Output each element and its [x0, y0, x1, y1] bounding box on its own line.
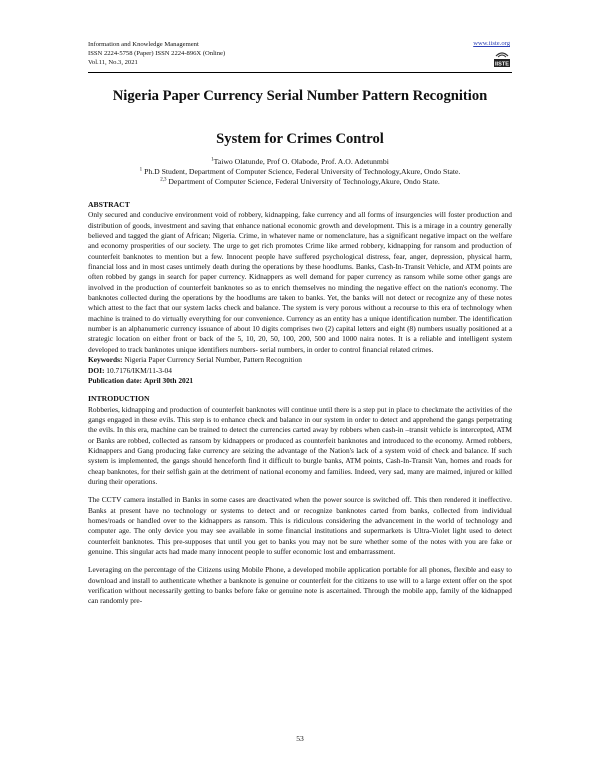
- keywords-line: Keywords: Nigeria Paper Currency Serial Number, Pattern Recognition: [88, 355, 303, 365]
- affiliation-2: $^{2,3}$ Department of Computer Science, Federal University of Technology,Akure, Ondo State.: [160, 177, 440, 186]
- abstract-text: Only secured and conducive environment void of robbery, kidnapping, fake currency and all forms of insurgencies will foster production and distribution of goods, investment and saving that enhance national economic growth and development. This is a mirage in a country generally believed and tagged the giant of African; Nigeria. Crime, in whatever name or nomenclature, has a significant negative impact on the welfare and economy prosperities of our society. The urge to get rich promotes Crime like armed robbery, kidnapping for ransom and production of counterfeit banknotes to mention but a few. Innocent people have suffered psychological distress, fear, anger, depression, physical harm, financial loss and in most cases untimely death during the operations by these hoodlums. Banks, Cash-In-Transit Vehicle, and ATM points are often robbed by gangs in search for paper currency. Kidnappers as well demand for paper currency as ransom while some other gangs are involved in the production of counterfeit banknotes so as to enrich themselves no minding the negative effect on the nation's economy. The banknotes collected during the operations by the hoodlums are taken to banks. Yet, the banks will not detect or recognize any of these notes which attest to the fact that our system lacks check and balance. The system is very porous without a recourse to this era of technology when machine is trained to do virtually everything for our convenience. Currency as an entity has a unique identification number. The identification number is an alphanumeric currency issuance of about 10 digits comprises two (2) capital letters and eight (8) numbers usually positioned at a strategic location on either front or back of the 5, 10, 20, 50, 100, 200, 500 and 1000 naira notes. It is a reliable and intelligent system developed to track banknotes unique identifiers numbers- serial numbers, in order to control financial related crimes.: [88, 210, 512, 354]
- journal-name: Information and Knowledge Management: [88, 41, 199, 48]
- paper-title: [88, 82, 512, 154]
- intro-paragraph-1: Robberies, kidnapping and production of counterfeit banknotes will continue until there is a step put in place to checkmate the activities of the gangs engaged in these evils. This step is to enhance check and balance in our system in order to detect and apprehend the gangs perpetrating the evils. In this era, machine can be trained to detect the currencies carted away by robbers when cash-in –transit vehicle is intercepted, ATM or Banks are robbed, collected as ransom by kidnappers or produced as counterfeit banknotes and introduced to the economy. Armed robbers, Kidnappers and Gang producing fake currency are seizing the advantage of the Nation's lack of a system void of check and balance. If such system is implemented, the gangs should henceforth find it difficult to burgle banks, ATM points, Cash-In-Transit Van, homes and roads for cheap banknotes, for their selfish gain at the detriment of national economy and families. Indeed, very sad, many are maimed, injured or killed during their operations.: [88, 404, 512, 486]
- intro-paragraph-3: Leveraging on the percentage of the Citizens using Mobile Phone, a developed mobile application portable for all phones, flexible and easy to download and install to authenticate whether a banknote is genuine or counterfeit for the citizens to use will to a large extent offer on the spot verification without necessarily getting to banks before fake or genuine note is ascertained. Through the mobile app, family of the kidnapped can randomly pre-: [88, 565, 512, 606]
- header-rule: [88, 72, 512, 73]
- page-number: 53: [296, 734, 304, 743]
- title-line-1: Nigeria Paper Currency Serial Number Pattern Recognition: [112, 88, 488, 104]
- journal-header: [88, 40, 388, 68]
- introduction-heading: INTRODUCTION: [88, 394, 150, 404]
- author-block: [88, 157, 512, 187]
- intro-paragraph-2: The CCTV camera installed in Banks in some cases are deactivated when the power source is switched off. This then rendered it ineffective. Banks at present have no technology or systems to detect and or recognize banknotes carted from banks, collected from individual homes/roads or handled over to the kidnappers as ransom. This is ridiculous considering the advancement in the world of technology and computer age. The only device you may see available in some financial institutions and supermarkets is Ultra-Violet light used to detect counterfeit banknotes. This pre-supposes that until you get to banks you may not be sure whether some of the notes with you are fake or genuine. This singular acts had made many innocent people to suffer economic lost and embarrassment.: [88, 495, 512, 556]
- svg-text:IISTE: IISTE: [495, 61, 509, 68]
- abstract-heading: ABSTRACT: [88, 200, 130, 209]
- iiste-logo-icon: [493, 51, 511, 68]
- title-line-2: System for Crimes Control: [216, 131, 384, 147]
- publication-date-line: Publication date: April 30th 2021: [88, 375, 194, 385]
- author-names: $^1$Taiwo Olatunde, Prof O. Olabode, Prof. A.O. Adetunmbi: [211, 157, 389, 166]
- volume-line: Vol.11, No.3, 2021: [88, 59, 138, 67]
- paper-body: [88, 200, 512, 607]
- affiliation-1: $^1$ Ph.D Student, Department of Computer Science, Federal University of Technology,Akure, Ondo State.: [139, 167, 461, 176]
- doi-line: DOI: 10.7176/IKM/11-3-04: [88, 365, 172, 375]
- issn-line: ISSN 2224-5758 (Paper) ISSN 2224-896X (Online): [88, 50, 226, 58]
- journal-url-link[interactable]: www.iiste.org: [473, 40, 510, 47]
